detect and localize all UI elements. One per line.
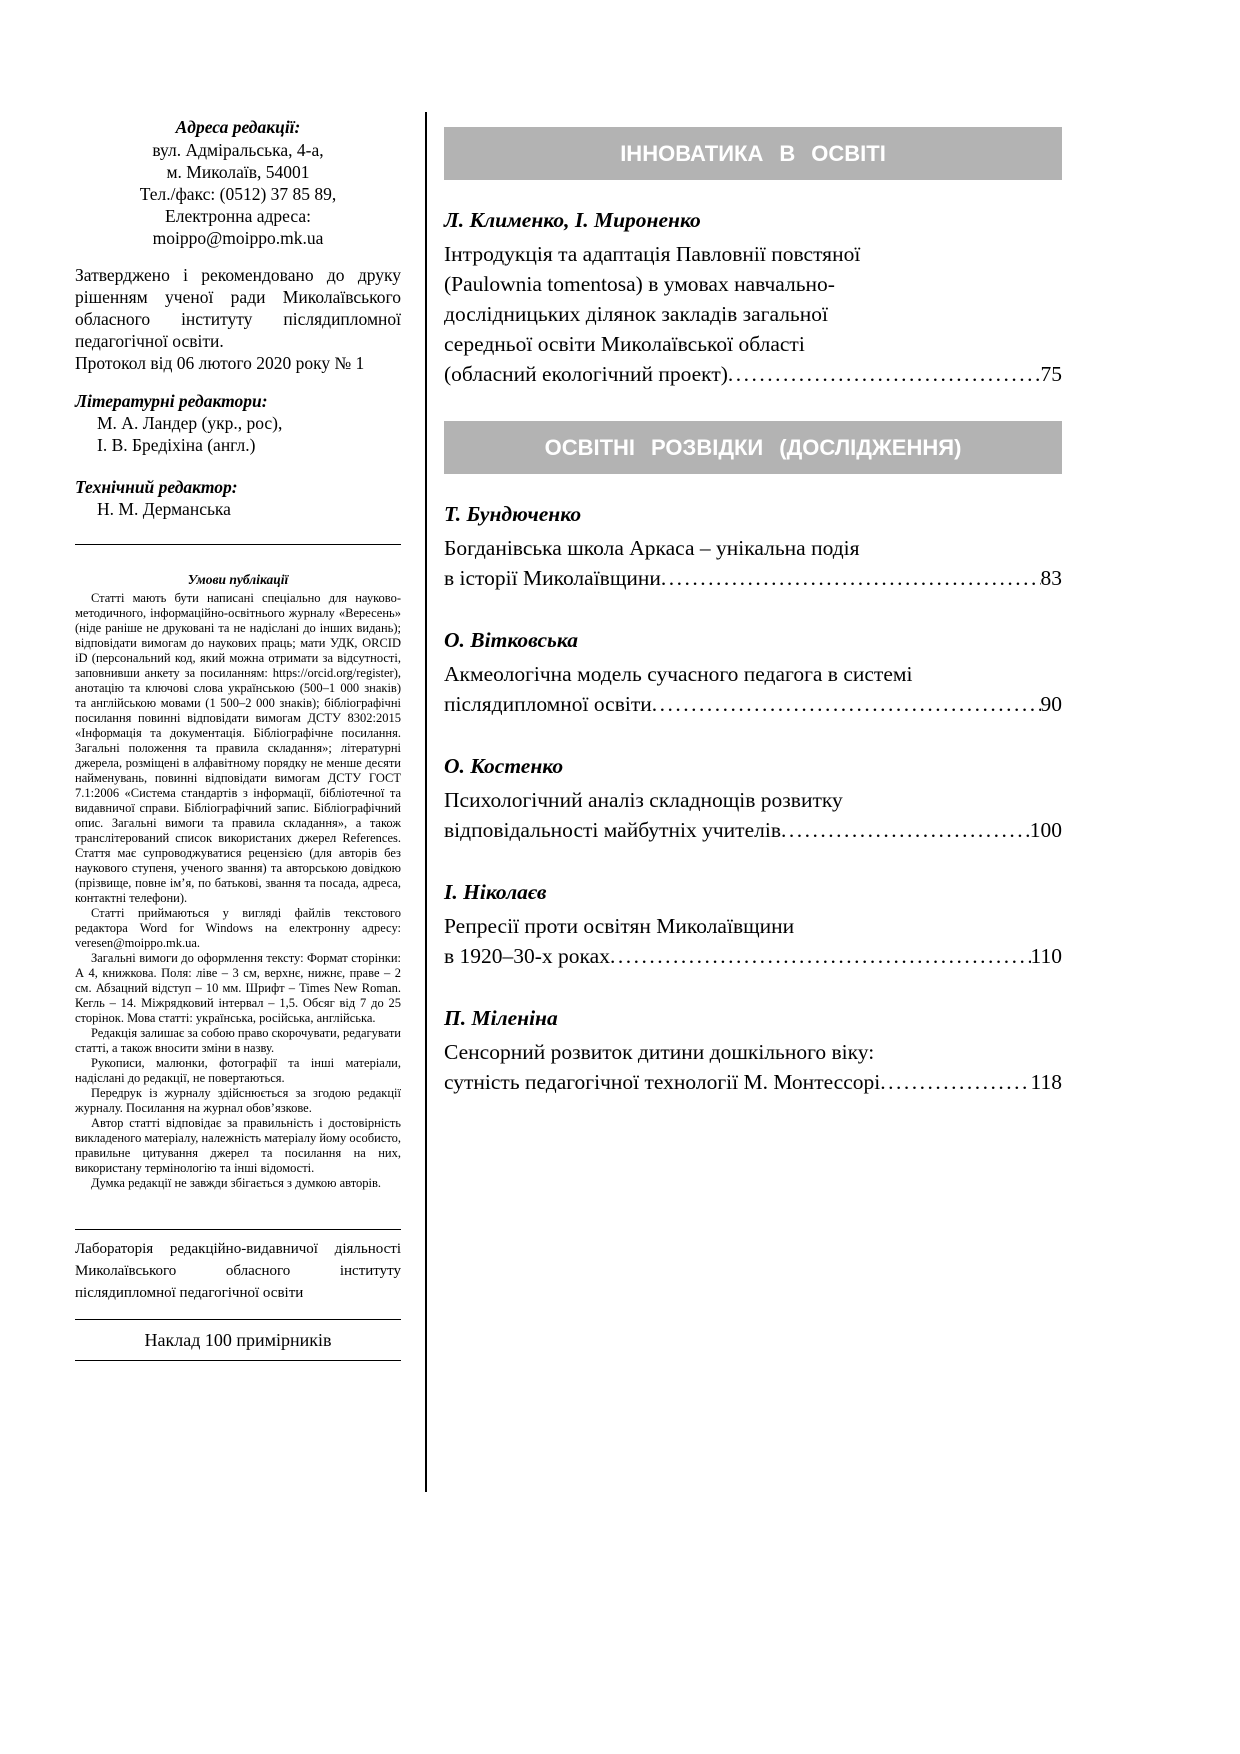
toc-title-line: Психологічний аналіз складнощів розвитку [444, 788, 843, 812]
toc-title-line: післядипломної освіти [444, 692, 652, 716]
literary-editor-name: І. В. Бредіхіна (англ.) [97, 435, 256, 455]
toc-last-line [444, 815, 1062, 845]
literary-editor-name: М. А. Ландер (укр., рос), [97, 413, 283, 433]
toc-last-line [444, 941, 1062, 971]
address-line: вул. Адміральська, 4-а, [152, 140, 324, 160]
toc-last-line [444, 563, 1062, 593]
toc-article [444, 751, 1062, 845]
toc-title-line: Сенсорний розвиток дитини дошкільного віку: [444, 1040, 875, 1064]
technical-editor-heading: Технічний редактор: [75, 477, 238, 497]
page-number: 118 [1030, 1070, 1062, 1094]
technical-editor-block [75, 476, 401, 520]
page-number: 83 [1040, 566, 1062, 590]
column-divider [425, 112, 427, 1492]
section-banner-innovation: ІННОВАТИКА В ОСВІТІ [444, 127, 1062, 180]
dot-leader [652, 689, 1041, 719]
page-number: 90 [1040, 692, 1062, 716]
approval-paragraph: Затверджено і рекомендовано до друку рішенням ученої ради Миколаївського обласного інституту післядипломної педагогічної освіти. [75, 265, 401, 351]
toc-title-line: (Paulownia tomentosa) в умовах навчально- [444, 272, 835, 296]
toc-title-line: дослідницьких ділянок закладів загальної [444, 302, 828, 326]
toc-title-line: Богданівська школа Аркаса – унікальна подія [444, 536, 860, 560]
toc-title-line: середньої освіти Миколаївської області [444, 332, 805, 356]
email-address: moippo@moippo.mk.ua [152, 228, 324, 248]
toc-author: О. Вітковська [444, 628, 578, 652]
protocol-line: Протокол від 06 лютого 2020 року № 1 [75, 353, 365, 373]
toc-title-line: в 1920–30-х роках [444, 944, 610, 968]
toc-title-line: в історії Миколаївщини [444, 566, 661, 590]
toc-title-line: (обласний екологічний проект) [444, 362, 728, 386]
toc-article [444, 877, 1062, 971]
toc-title-line: сутність педагогічної технології М. Монтессорі [444, 1070, 881, 1094]
address-line: Електронна адреса: [165, 206, 311, 226]
dot-leader [880, 1067, 1030, 1097]
toc-article [444, 499, 1062, 593]
publication-terms-paragraph: Автор статті відповідає за правильність і достовірність викладеного матеріалу, належність матеріалу йому особисто, правильне цитування джерел та посилання на них, використану термінологію та інші відомості. [75, 1116, 401, 1175]
toc-article [444, 205, 1062, 389]
toc-author: Т. Бундюченко [444, 502, 582, 526]
horizontal-rule [75, 1229, 401, 1230]
publication-terms-paragraph: Рукописи, малюнки, фотографії та інші матеріали, надіслані до редакції, не повертаються. [75, 1056, 401, 1085]
publication-terms-heading: Умови публікації [187, 572, 289, 587]
page-number: 100 [1029, 818, 1062, 842]
publication-terms-paragraph: Статті мають бути написані спеціально для науково-методичного, інформаційно-освітнього журналу «Вересень» (ніде раніше не друковані та не надіслані до інших видань); відповідати вимогам до наукових праць; мати УДК, ORCID iD (персональний код, який можна отримати за відсутності, заповнивши анкету за посиланням: https://orcid.org/register), анотацію та ключові слова українською (500–1 000 знаків) та англійською мовами (1 500–2 000 знаків); бібліографічні посилання повинні відповідати вимогам ДСТУ 8302:2015 «Інформація та документація. Бібліографічне посилання. Загальні положення та правила складання»; літературні джерела, розміщені в алфавітному порядку не менше десяти найменувань, повинні відповідати вимогам ДСТУ ГОСТ 7.1:2006 «Система стандартів з інформації, бібліотечної та видавничої справи. Бібліографічний запис. Бібліографічний опис. Загальні вимоги та правила складання», а також транслітерований список використаних джерел References. Стаття має супроводжуватися рецензією (для авторів без наукового ступеня, ученого звання) та авторською довідкою (прізвище, повне ім’я, по батькові, звання та посада, адреса, контактні телефони). [75, 591, 401, 905]
laboratory-note: Лабораторія редакційно-видавничої діяльності Миколаївського обласного інституту післядипломної педагогічної освіти [75, 1241, 401, 1301]
toc-author: Л. Клименко, І. Мироненко [444, 208, 701, 232]
table-of-contents [444, 127, 1062, 1129]
dot-leader [728, 359, 1041, 389]
toc-last-line [444, 1067, 1062, 1097]
publication-terms-paragraph: Статті приймаються у вигляді файлів текстового редактора Word for Windows на електронну адресу: veresen@moippo.mk.ua. [75, 906, 401, 950]
toc-author: І. Ніколаєв [444, 880, 547, 904]
toc-article [444, 1003, 1062, 1097]
print-run: Наклад 100 примірників [144, 1330, 332, 1350]
horizontal-rule [75, 1360, 401, 1361]
technical-editor-name: Н. М. Дерманська [97, 499, 231, 519]
section-banner-research: ОСВІТНІ РОЗВІДКИ (ДОСЛІДЖЕННЯ) [444, 421, 1062, 474]
address-line: м. Миколаїв, 54001 [166, 162, 310, 182]
dot-leader [661, 563, 1041, 593]
horizontal-rule [75, 1319, 401, 1320]
toc-title-line: Інтродукція та адаптація Павловнії повстяної [444, 242, 861, 266]
address-block [75, 116, 401, 249]
publication-terms-paragraph: Редакція залишає за собою право скорочувати, редагувати статті, а також вносити зміни в назву. [75, 1026, 401, 1055]
toc-author: О. Костенко [444, 754, 564, 778]
toc-last-line [444, 689, 1062, 719]
toc-title-line: Репресії проти освітян Миколаївщини [444, 914, 795, 938]
toc-last-line [444, 359, 1062, 389]
page-number: 110 [1030, 944, 1062, 968]
literary-editors-heading: Літературні редактори: [75, 391, 268, 411]
publication-terms-paragraph: Передрук із журналу здійснюється за згодою редакції журналу. Посилання на журнал обов’язкове. [75, 1086, 401, 1115]
address-heading: Адреса редакції: [175, 117, 301, 137]
address-line: Тел./факс: (0512) 37 85 89, [139, 184, 337, 204]
dot-leader [610, 941, 1031, 971]
toc-author: П. Міленіна [444, 1006, 558, 1030]
toc-title-line: Акмеологічна модель сучасного педагога в системі [444, 662, 913, 686]
literary-editors-block [75, 390, 401, 456]
toc-title-line: відповідальності майбутніх учителів [444, 818, 781, 842]
horizontal-rule [75, 544, 401, 545]
publication-terms-paragraph: Думка редакції не завжди збігається з думкою авторів. [91, 1176, 382, 1190]
editorial-column [75, 116, 401, 1361]
dot-leader [781, 815, 1030, 845]
publication-terms-paragraph: Загальні вимоги до оформлення тексту: Формат сторінки: А 4, книжкова. Поля: ліве – 3 см, верхнє, нижнє, праве – 2 см. Абзацний відступ – 10 мм. Шрифт – Times New Roman. Кегль – 14. Міжрядковий інтервал – 1,5. Обсяг від 7 до 25 сторінок. Мова статті: українська, російська, англійська. [75, 951, 401, 1025]
publication-terms [75, 591, 401, 1191]
toc-article [444, 625, 1062, 719]
page-number: 75 [1040, 362, 1062, 386]
